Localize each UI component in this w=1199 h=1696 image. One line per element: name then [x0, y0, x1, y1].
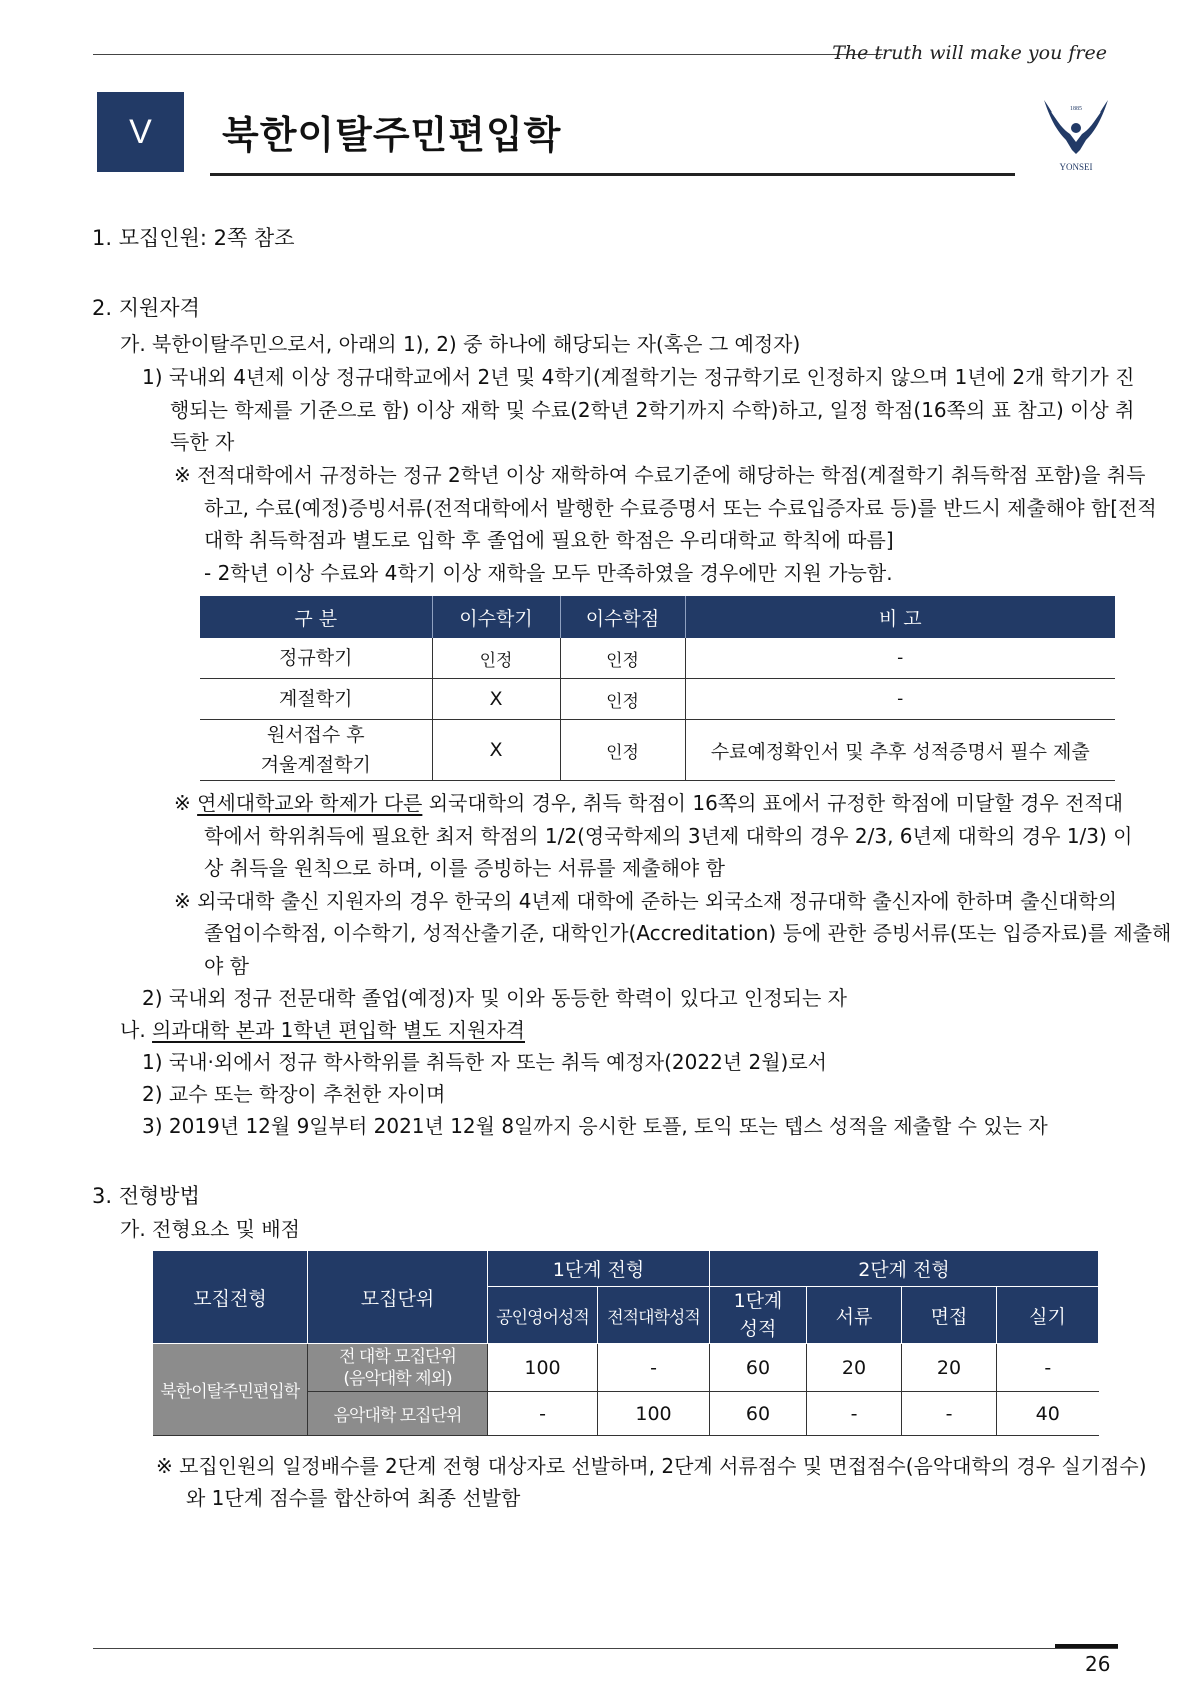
evaluation-weight-table: [152, 1250, 1099, 1436]
note1-line3: 대학 취득학점과 별도로 입학 후 졸업에 필요한 학점은 우리대학교 학칙에 따름]: [204, 528, 894, 552]
note2-line1: ※ 연세대학교와 학제가 다른 외국대학의 경우, 취득 학점이 16쪽의 표에서 규정한 학점에 미달할 경우 전적대: [174, 791, 1124, 815]
note3-line3: 야 함: [204, 954, 249, 978]
footer-rule: [93, 1648, 1118, 1649]
table-row: 북한이탈주민편입학 전 대학 모집단위 (음악대학 제외) 100 - 60 20 20 -: [153, 1344, 1099, 1392]
note2-line2: 학에서 학위취득에 필요한 최저 학점의 1/2(영국학제의 3년제 대학의 경우 2/3, 6년제 대학의 경우 1/3) 이: [204, 824, 1133, 848]
motto: The truth will make you free: [832, 42, 1107, 64]
header-prev-grades: 전적대학성적: [598, 1287, 710, 1344]
chapter-number-box: V: [97, 92, 184, 172]
section3-note-line1: ※ 모집인원의 일정배수를 2단계 전형 대상자로 선발하며, 2단계 서류점수 및 면접점수(음악대학의 경우 실기점수): [156, 1454, 1147, 1478]
section2-ga: 가. 북한이탈주민으로서, 아래의 1), 2) 중 하나에 해당되는 자(혹은 그 예정자): [120, 332, 801, 356]
note1-line1: ※ 전적대학에서 규정하는 정규 2학년 이상 재학하여 수료기준에 해당하는 학점(계절학기 취득학점 포함)을 취득: [174, 463, 1146, 487]
chapter-title-rule: [210, 173, 1015, 176]
item2: 2) 국내외 정규 전문대학 졸업(예정)자 및 이와 동등한 학력이 있다고 인정되는 자: [142, 986, 847, 1010]
table-row: 정규학기 인정 인정 -: [200, 638, 1115, 679]
header-rule: [93, 54, 883, 55]
table-row: 음악대학 모집단위 - 100 60 - - 40: [153, 1392, 1099, 1436]
credit-recognition-table: [200, 596, 1115, 781]
page-number: 26: [1085, 1652, 1111, 1676]
table-row: 원서접수 후 겨울계절학기 X 인정 수료예정확인서 및 추후 성적증명서 필수 제출: [200, 720, 1115, 781]
header-english: 공인영어성적: [488, 1287, 598, 1344]
item1-line1: 1) 국내외 4년제 이상 정규대학교에서 2년 및 4학기(계절학기는 정규학기로 인정하지 않으며 1년에 2개 학기가 진: [142, 365, 1135, 389]
item1-line3: 득한 자: [170, 430, 235, 454]
item1-line2: 행되는 학제를 기준으로 함) 이상 재학 및 수료(2학년 2학기까지 수학)하고, 일정 학점(16쪽의 표 참고) 이상 취: [170, 398, 1135, 422]
table-row: 계절학기 X 인정 -: [200, 679, 1115, 720]
na-item3: 3) 2019년 12월 9일부터 2021년 12월 8일까지 응시한 토플, 토익 또는 텝스 성적을 제출할 수 있는 자: [142, 1114, 1048, 1138]
footer-mark: [1055, 1644, 1118, 1648]
header-stage2: 2단계 전형: [710, 1251, 1099, 1287]
table1-header: 이수학점: [560, 596, 685, 638]
header-interview: 면접: [902, 1287, 997, 1344]
header-practical: 실기: [997, 1287, 1099, 1344]
header-unit: 모집단위: [308, 1251, 488, 1344]
logo-year: 1885: [1070, 106, 1082, 112]
table1-header: 이수학기: [432, 596, 560, 638]
section3-ga: 가. 전형요소 및 배점: [120, 1217, 300, 1241]
logo-text: YONSEI: [1059, 162, 1093, 172]
section3-note-line2: 와 1단계 점수를 합산하여 최종 선발함: [186, 1486, 521, 1510]
na-item1: 1) 국내·외에서 정규 학사학위를 취득한 자 또는 취득 예정자(2022년 2월)로서: [142, 1050, 827, 1074]
note2-line3: 상 취득을 원칙으로 하며, 이를 증빙하는 서류를 제출해야 함: [204, 856, 725, 880]
section3-title: 3. 전형방법: [92, 1184, 200, 1208]
note1-line4: - 2학년 이상 수료와 4학기 이상 재학을 모두 만족하였을 경우에만 지원 가능함.: [204, 561, 893, 585]
header-stage1: 1단계 전형: [488, 1251, 710, 1287]
section2-na: 나. 의과대학 본과 1학년 편입학 별도 지원자격: [120, 1018, 525, 1042]
section1-title: 1. 모집인원: 2쪽 참조: [92, 226, 295, 250]
table1-header: 비 고: [685, 596, 1115, 638]
header-type: 모집전형: [153, 1251, 308, 1344]
chapter-title: 북한이탈주민편입학: [222, 113, 562, 157]
na-item2: 2) 교수 또는 학장이 추천한 자이며: [142, 1082, 446, 1106]
note3-line1: ※ 외국대학 출신 지원자의 경우 한국의 4년제 대학에 준하는 외국소재 정규대학 출신자에 한하며 출신대학의: [174, 889, 1117, 913]
section2-title: 2. 지원자격: [92, 296, 200, 320]
note1-line2: 하고, 수료(예정)증빙서류(전적대학에서 발행한 수료증명서 또는 수료입증자료 등)를 반드시 제출해야 함[전적: [204, 496, 1157, 520]
table1-header: 구 분: [200, 596, 432, 638]
header-docs: 서류: [807, 1287, 902, 1344]
yonsei-eagle-logo-icon: [1040, 94, 1112, 174]
note3-line2: 졸업이수학점, 이수학기, 성적산출기준, 대학인가(Accreditation) 등에 관한 증빙서류(또는 입증자료)를 제출해: [204, 921, 1172, 945]
header-stage1-score: 1단계 성적: [710, 1287, 807, 1344]
